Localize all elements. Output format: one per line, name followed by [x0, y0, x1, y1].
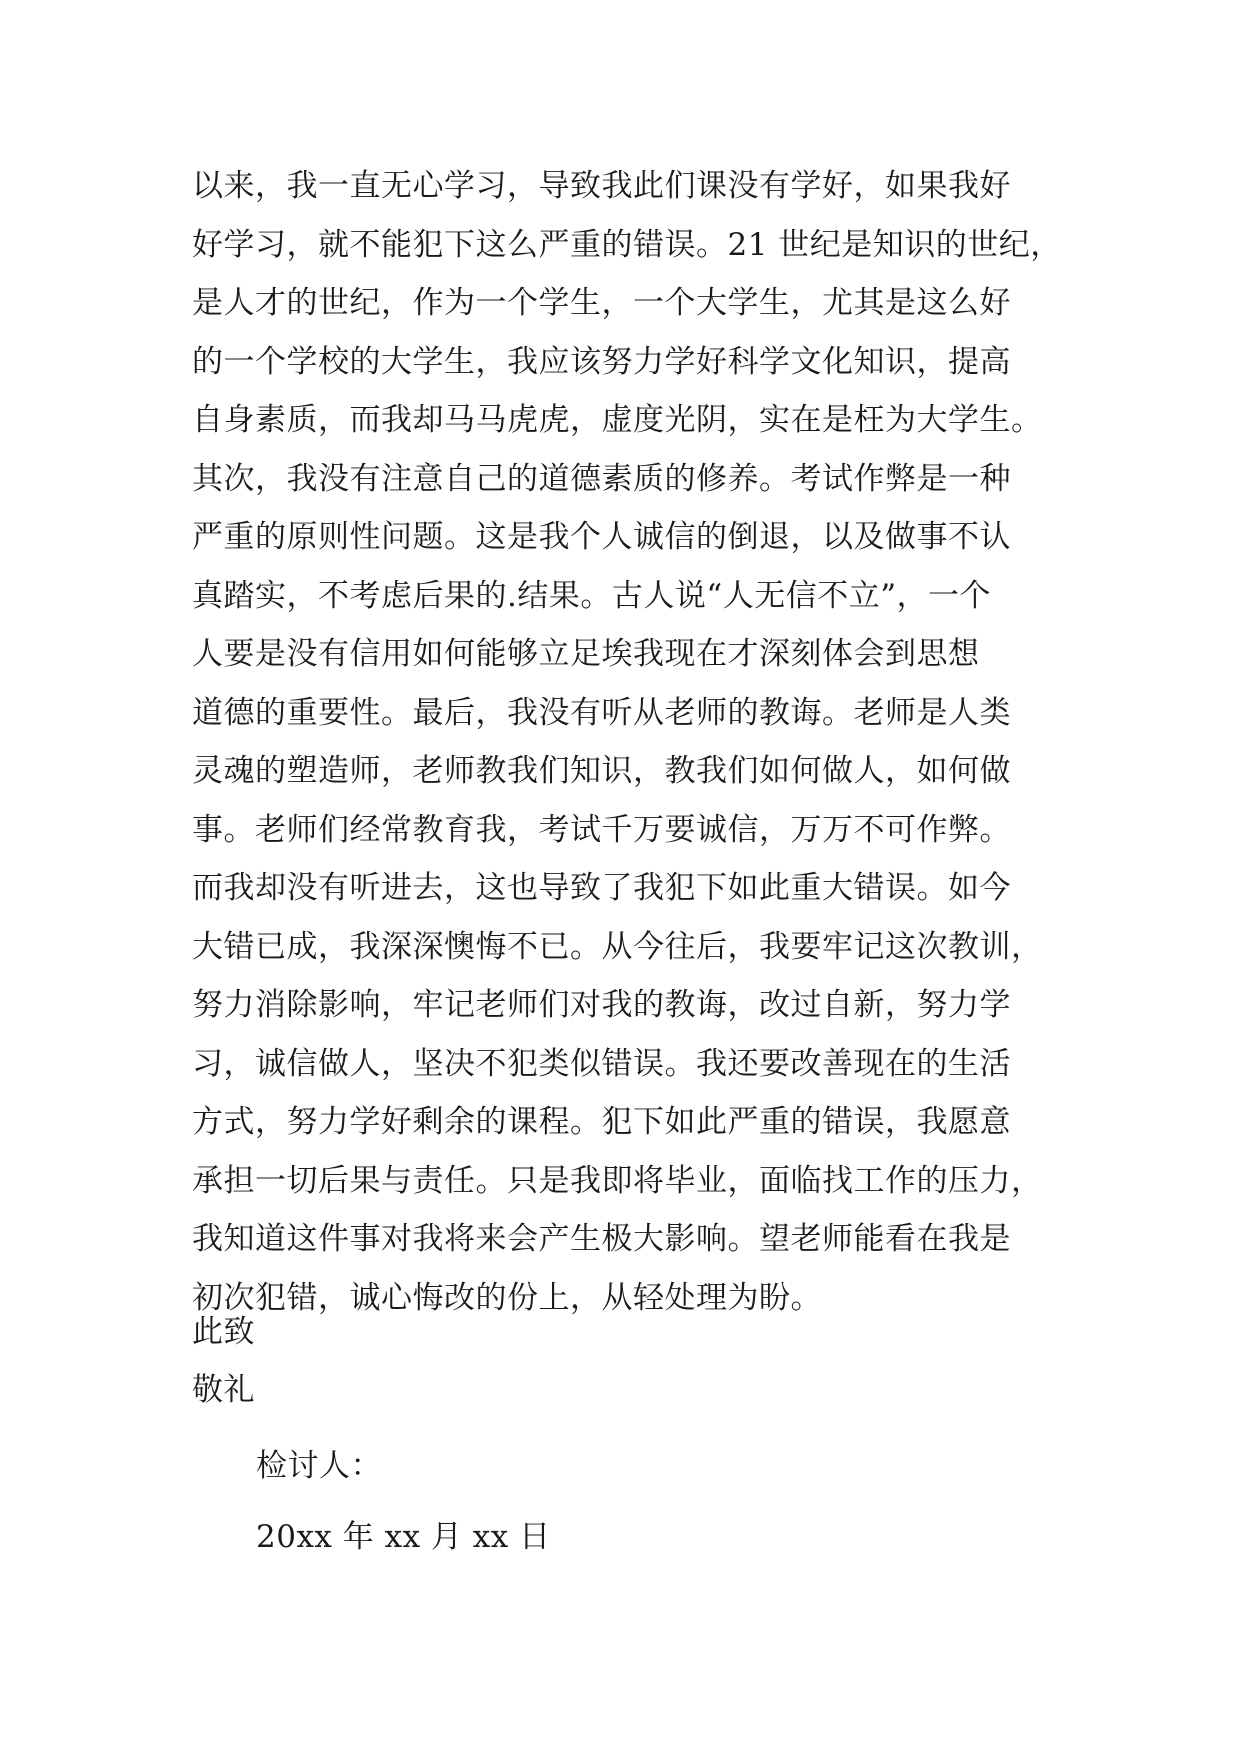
- body-line: 其次，我没有注意自己的道德素质的修养。考试作弊是一种: [192, 460, 1011, 497]
- letter-closing: [192, 1303, 255, 1419]
- signature-date: 20xx 年 xx 月 xx 日: [256, 1519, 551, 1555]
- body-line: 方式，努力学好剩余的课程。犯下如此严重的错误，我愿意: [192, 1104, 1011, 1140]
- signature-block: [256, 1431, 551, 1573]
- body-line: 努力消除影响，牢记老师们对我的教诲，改过自新，努力学: [192, 987, 1011, 1023]
- body-line: 的一个学校的大学生，我应该努力学好科学文化知识，提高: [192, 343, 1011, 380]
- body-line: 真踏实，不考虑后果的.结果。古人说“人无信不立”，一个: [192, 577, 992, 614]
- body-line: 人要是没有信用如何能够立足埃我现在才深刻体会到思想: [192, 636, 980, 672]
- body-line: 好学习，就不能犯下这么严重的错误。21 世纪是知识的世纪，: [192, 226, 1062, 263]
- body-line: 初次犯错，诚心悔改的份上，从轻处理为盼。: [192, 1279, 822, 1316]
- body-line: 道德的重要性。最后，我没有听从老师的教诲。老师是人类: [192, 694, 1011, 731]
- body-line: 自身素质，而我却马马虎虎，虚度光阴，实在是枉为大学生。: [192, 402, 1043, 438]
- body-line: 而我却没有听进去，这也导致了我犯下如此重大错误。如今: [192, 870, 1011, 906]
- body-line: 事。老师们经常教育我，考试千万要诚信，万万不可作弊。: [192, 811, 1011, 848]
- body-line: 我知道这件事对我将来会产生极大影响。望老师能看在我是: [192, 1221, 1011, 1257]
- body-line: 灵魂的塑造师，老师教我们知识，教我们如何做人，如何做: [192, 753, 1011, 789]
- body-line: 严重的原则性问题。这是我个人诚信的倒退，以及做事不认: [192, 519, 1011, 555]
- body-line: 承担一切后果与责任。只是我即将毕业，面临找工作的压力，: [192, 1162, 1043, 1199]
- body-line: 习，诚信做人，坚决不犯类似错误。我还要改善现在的生活: [192, 1045, 1011, 1082]
- author-label: 检讨人：: [256, 1448, 382, 1484]
- body-line: 是人才的世纪，作为一个学生，一个大学生，尤其是这么好: [192, 285, 1011, 321]
- closing-line-2: 敬礼: [192, 1372, 255, 1408]
- letter-body: [192, 157, 1092, 1327]
- closing-line-1: 此致: [192, 1314, 255, 1350]
- body-line: 大错已成，我深深懊悔不已。从今往后，我要牢记这次教训，: [192, 928, 1043, 965]
- body-line: 以来，我一直无心学习，导致我此们课没有学好，如果我好: [192, 168, 1011, 204]
